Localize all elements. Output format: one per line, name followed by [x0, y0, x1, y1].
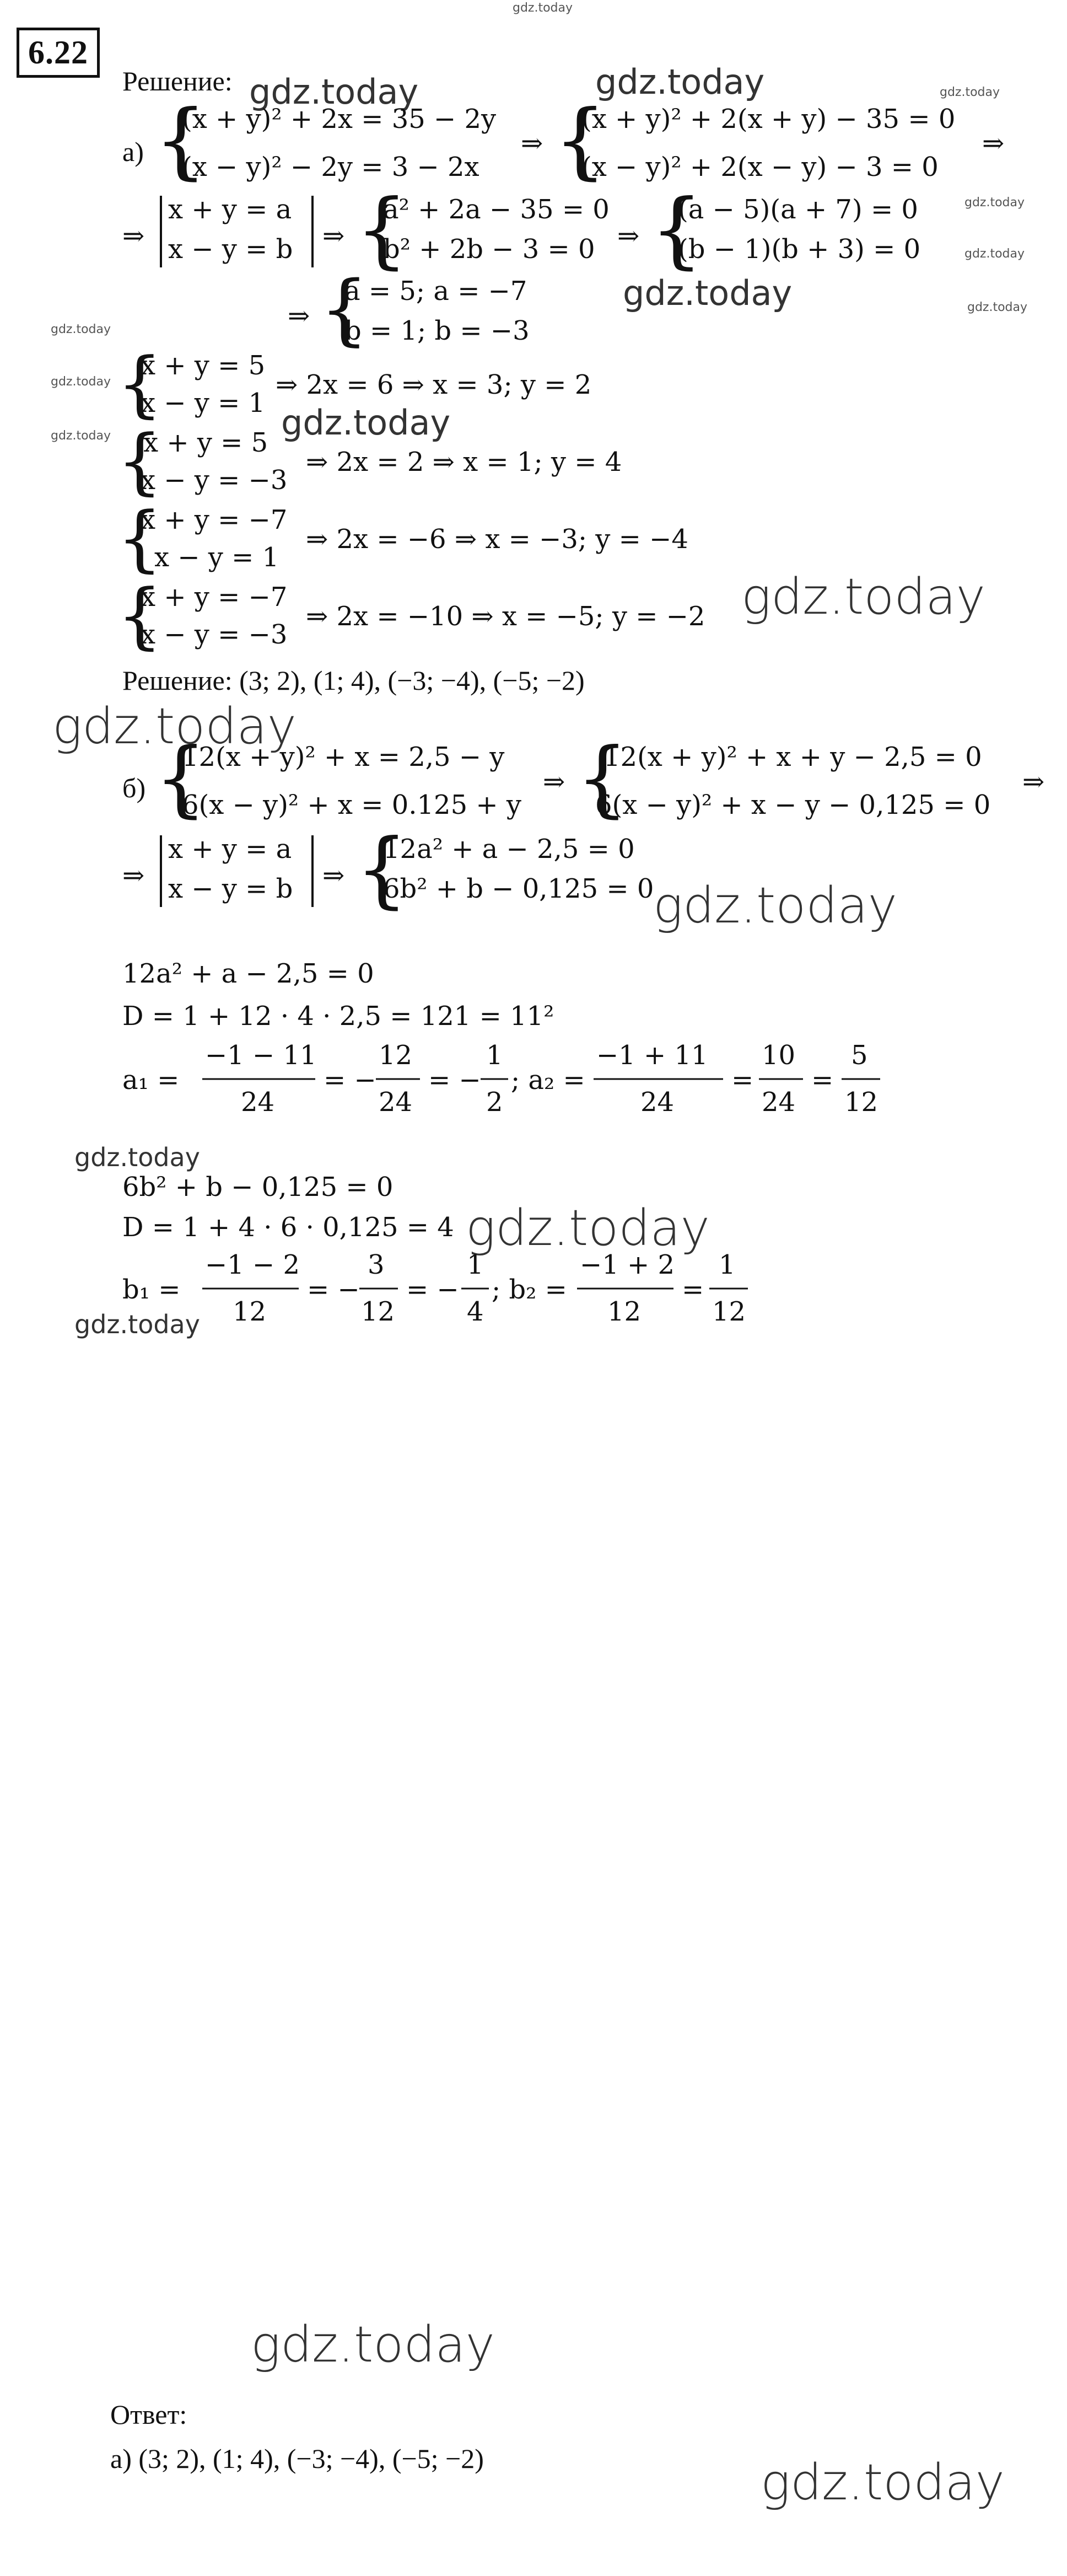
- equation: 6b² + b − 0,125 = 0: [383, 873, 654, 904]
- numerator: −1 + 11: [596, 1040, 708, 1071]
- part-b-label: б): [122, 772, 146, 803]
- brace: {: [117, 342, 163, 426]
- arrow: ⇒: [982, 128, 1005, 159]
- denominator: 24: [241, 1087, 275, 1118]
- a2-label: ; a₂ =: [511, 1065, 585, 1096]
- denominator: 24: [379, 1087, 413, 1118]
- solution-line-a: Решение: (3; 2), (1; 4), (−3; −4), (−5; −2): [122, 665, 585, 696]
- equation: 6(x − y)² + x = 0.125 + y: [182, 790, 521, 820]
- operator: =: [811, 1065, 834, 1096]
- equation: x + y = a: [168, 194, 292, 225]
- equation: (x + y)² + 2(x + y) − 35 = 0: [581, 104, 956, 135]
- arrow: ⇒: [122, 860, 145, 891]
- bar: [311, 835, 314, 907]
- equation: x + y = a: [168, 834, 292, 865]
- watermark: gdz.today: [249, 72, 419, 112]
- part-a-label: а): [122, 136, 144, 167]
- numerator: −1 − 2: [205, 1249, 300, 1280]
- numerator: 5: [851, 1040, 868, 1071]
- bar: [311, 196, 314, 267]
- brace: {: [576, 731, 629, 827]
- b1-label: b₁ =: [122, 1274, 181, 1305]
- equation: x + y = 5: [143, 427, 268, 458]
- numerator: 3: [368, 1249, 385, 1280]
- equation: 6b² + b − 0,125 = 0: [122, 1172, 394, 1203]
- denominator: 2: [486, 1087, 503, 1118]
- equation: 12(x + y)² + x = 2,5 − y: [182, 742, 505, 772]
- equation: ⇒ 2x = −6 ⇒ x = −3; y = −4: [306, 524, 688, 555]
- denominator: 12: [361, 1296, 395, 1327]
- brace: {: [117, 496, 163, 580]
- operator: = −: [324, 1065, 376, 1096]
- solution-label: Решение:: [122, 66, 233, 96]
- equation: ⇒ 2x = −10 ⇒ x = −5; y = −2: [306, 601, 705, 632]
- watermark: gdz.today: [51, 375, 111, 389]
- bar: [160, 196, 162, 267]
- equation: x + y = −7: [141, 582, 288, 613]
- answer-label: Ответ:: [110, 2399, 187, 2430]
- operator: =: [682, 1274, 704, 1305]
- equation: (x − y)² − 2y = 3 − 2x: [182, 152, 479, 183]
- arrow: ⇒: [322, 860, 345, 891]
- watermark: gdz.today: [653, 877, 897, 935]
- brace: {: [355, 182, 408, 278]
- equation: (x + y)² + 2x = 35 − 2y: [182, 104, 497, 135]
- equation: ⇒ 2x = 6 ⇒ x = 3; y = 2: [276, 369, 592, 400]
- numerator: −1 − 11: [205, 1040, 317, 1071]
- numerator: 10: [762, 1040, 796, 1071]
- watermark: gdz.today: [281, 402, 451, 443]
- denominator: 4: [467, 1296, 484, 1327]
- b2-label: ; b₂ =: [492, 1274, 567, 1305]
- equation: (a − 5)(a + 7) = 0: [678, 194, 918, 225]
- watermark: gdz.today: [623, 273, 793, 313]
- equation: 12(x + y)² + x + y − 2,5 = 0: [603, 742, 982, 772]
- watermark: gdz.today: [761, 2454, 1005, 2511]
- arrow: ⇒: [1022, 766, 1045, 797]
- denominator: 12: [844, 1087, 879, 1118]
- brace: {: [320, 265, 369, 355]
- operator: = −: [406, 1274, 459, 1305]
- equation: 12a² + a − 2,5 = 0: [122, 958, 374, 989]
- equation: (b − 1)(b + 3) = 0: [678, 234, 921, 265]
- brace: {: [650, 182, 703, 278]
- equation: x − y = −3: [141, 465, 288, 496]
- watermark: gdz.today: [251, 2316, 495, 2374]
- arrow: ⇒: [617, 221, 640, 251]
- equation: 6(x − y)² + x − y − 0,125 = 0: [595, 790, 991, 820]
- watermark: gdz.today: [741, 568, 985, 626]
- numerator: 12: [379, 1040, 413, 1071]
- watermark: gdz.today: [51, 429, 111, 443]
- fraction-line-a: [122, 1034, 894, 1128]
- watermark: gdz.today: [74, 1142, 200, 1172]
- denominator: 24: [640, 1087, 675, 1118]
- watermark: gdz.today: [74, 1310, 200, 1339]
- equation: x − y = 1: [141, 388, 266, 418]
- equation: b = 1; b = −3: [344, 315, 530, 346]
- watermark: gdz.today: [466, 1199, 710, 1257]
- brace: {: [117, 419, 163, 503]
- equation: x + y = −7: [141, 505, 288, 535]
- numerator: 1: [486, 1040, 503, 1071]
- watermark: gdz.today: [964, 196, 1025, 210]
- watermark: gdz.today: [940, 85, 1000, 99]
- equation: a = 5; a = −7: [344, 276, 527, 307]
- arrow: ⇒: [322, 221, 345, 251]
- arrow: ⇒: [543, 766, 565, 797]
- brace: {: [554, 93, 607, 189]
- problem-number: 6.22: [17, 28, 100, 78]
- denominator: 24: [762, 1087, 796, 1118]
- arrow: ⇒: [122, 221, 145, 251]
- denominator: 12: [233, 1296, 267, 1327]
- watermark: gdz.today: [967, 300, 1028, 314]
- operator: = −: [307, 1274, 360, 1305]
- equation: 12a² + a − 2,5 = 0: [383, 834, 635, 865]
- brace: {: [355, 822, 408, 917]
- brace: {: [154, 93, 207, 189]
- answer-a: а) (3; 2), (1; 4), (−3; −4), (−5; −2): [110, 2443, 484, 2474]
- equation: ⇒ 2x = 2 ⇒ x = 1; y = 4: [306, 447, 622, 477]
- brace: {: [154, 731, 207, 827]
- bar: [160, 835, 162, 907]
- denominator: 12: [607, 1296, 642, 1327]
- operator: =: [731, 1065, 754, 1096]
- brace: {: [117, 573, 163, 657]
- equation: (x − y)² + 2(x − y) − 3 = 0: [581, 152, 939, 183]
- numerator: −1 + 2: [580, 1249, 675, 1280]
- equation: x + y = 5: [141, 350, 266, 381]
- equation: x − y = b: [168, 234, 293, 265]
- equation: x − y = −3: [141, 619, 288, 650]
- a1-label: a₁ =: [122, 1065, 180, 1096]
- denominator: 12: [712, 1296, 746, 1327]
- operator: = −: [428, 1065, 481, 1096]
- watermark: gdz.today: [51, 323, 111, 336]
- watermark: gdz.today: [595, 62, 765, 102]
- top-watermark: gdz.today: [513, 1, 573, 15]
- equation: b² + 2b − 3 = 0: [383, 234, 595, 265]
- arrow: ⇒: [288, 300, 310, 331]
- equation: a² + 2a − 35 = 0: [383, 194, 610, 225]
- arrow: ⇒: [521, 128, 543, 159]
- equation: D = 1 + 4 · 6 · 0,125 = 4: [122, 1212, 454, 1243]
- equation: x − y = b: [168, 873, 293, 904]
- numerator: 1: [719, 1249, 736, 1280]
- watermark: gdz.today: [964, 247, 1025, 261]
- fraction-line-b: [122, 1243, 784, 1337]
- watermark: gdz.today: [52, 697, 297, 755]
- numerator: 1: [467, 1249, 484, 1280]
- equation: x − y = 1: [154, 542, 279, 573]
- equation: D = 1 + 12 · 4 · 2,5 = 121 = 11²: [122, 1001, 554, 1032]
